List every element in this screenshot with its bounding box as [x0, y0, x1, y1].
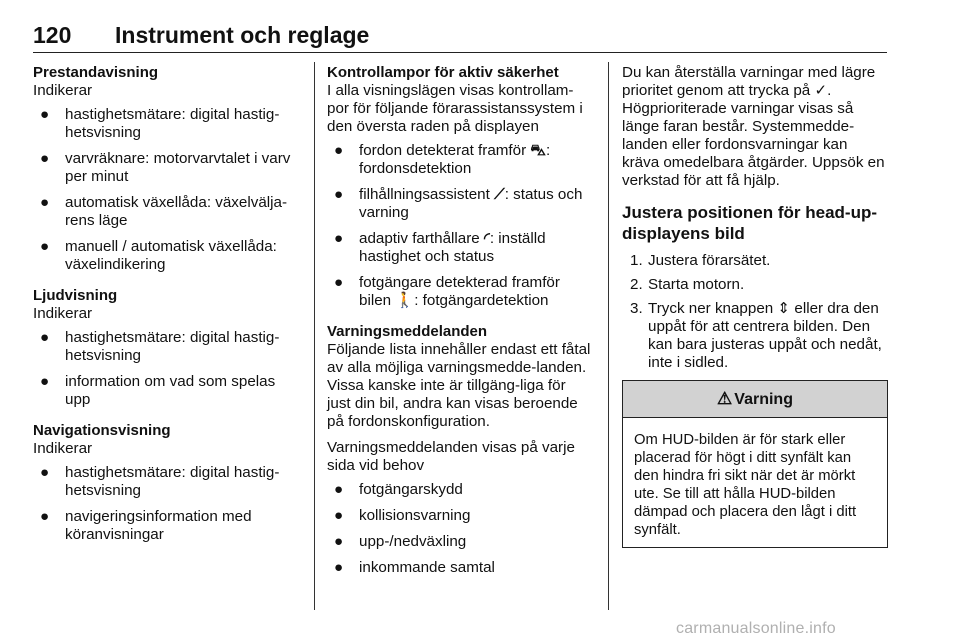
list-item: ● kollisionsvarning — [334, 507, 471, 524]
list-item: ● hastighetsmätare: digital hastig-hetsvisning — [40, 464, 280, 499]
list-item: ● fordon detekterat framför ⛍: fordonsdetektion — [334, 142, 551, 177]
bullet-icon: ● — [40, 329, 50, 346]
list-item: ● inkommande samtal — [334, 559, 495, 576]
vehicle-ahead-icon: ⛍ — [530, 142, 547, 159]
column-divider — [608, 62, 609, 610]
bullet-icon: ● — [40, 106, 50, 123]
bullet-icon: ● — [40, 150, 50, 167]
list-item: ● adaptiv farthållare ◜: inställd hastighet och status — [334, 230, 546, 265]
warning-header — [623, 381, 887, 418]
bullet-icon: ● — [40, 508, 50, 525]
section-text: Varningsmeddelanden visas på varje sida vid behov — [327, 439, 575, 474]
warning-box — [622, 380, 888, 548]
bullet-list — [33, 329, 301, 409]
list-item: ● varvräknare: motorvarvtalet i varv per minut — [40, 150, 291, 185]
list-item: ● manuell / automatisk växellåda: växelindikering — [40, 238, 277, 273]
section-heading: Prestandavisning — [33, 64, 159, 81]
section-navigation — [33, 422, 301, 544]
section-audio — [33, 287, 301, 409]
warning-title: Varning — [734, 391, 793, 408]
bullet-icon: ● — [334, 186, 344, 203]
section-text: Följande lista innehåller endast ett fåtal av alla möjliga varningsmedde-landen. Vissa kanske inte är tillgäng-liga för just din bil, andra kan visas beroende på fordonskonfiguration. — [327, 341, 591, 430]
section-text: I alla visningslägen visas kontrollam-por för följande förarassistanssystem i den översta raden på displayen — [327, 82, 583, 135]
list-item: ● hastighetsmätare: digital hastig-hetsvisning — [40, 329, 280, 364]
bullet-icon: ● — [334, 533, 344, 550]
column-left — [33, 64, 301, 557]
numbered-list — [622, 252, 888, 372]
section-intro: Indikerar — [33, 82, 93, 99]
watermark: carmanualsonline.info — [676, 620, 836, 637]
page-number: 120 — [33, 22, 72, 48]
list-item: ● navigeringsinformation med köranvisningar — [40, 508, 252, 543]
adaptive-cruise-icon: ◜ — [483, 230, 490, 247]
list-item: ● fotgängarskydd — [334, 481, 463, 498]
bullet-list — [33, 464, 301, 544]
bullet-icon: ● — [334, 481, 344, 498]
section-warning-messages — [327, 323, 591, 577]
list-item: ● automatisk växellåda: växelvälja-rens läge — [40, 194, 288, 229]
section-safety-lamps — [327, 64, 591, 310]
warning-text: Om HUD-bilden är för stark eller placerad för högt i ditt synfält kan den hindra fri sikt när det är mörkt ute. Se till att hålla HUD-bilden dämpad och placera den lågt i ditt synfält. — [634, 432, 857, 538]
bullet-icon: ● — [334, 230, 344, 247]
section-heading: Justera positionen för head-up-displayens bild — [622, 203, 878, 243]
list-item: ● information om vad som spelas upp — [40, 373, 276, 408]
bullet-icon: ● — [40, 194, 50, 211]
list-item: 2. Starta motorn. — [630, 276, 745, 293]
list-item: 3. Tryck ner knappen ⇕ eller dra den uppåt för att centrera bilden. Den kan bara justeras uppåt och nedåt, inte i sidled. — [630, 300, 882, 371]
bullet-icon: ● — [40, 373, 50, 390]
section-heading: Navigationsvisning — [33, 422, 171, 439]
section-heading: Varningsmeddelanden — [327, 323, 488, 340]
bullet-icon: ● — [334, 274, 344, 291]
list-item: ● hastighetsmätare: digital hastig-hetsvisning — [40, 106, 280, 141]
bullet-icon: ● — [334, 559, 344, 576]
page-title: Instrument och reglage — [115, 22, 370, 48]
warning-triangle-icon: ⚠ — [717, 389, 733, 408]
list-item: ● filhållningsassistent ⟋: status och varning — [334, 186, 583, 221]
bullet-icon: ● — [334, 142, 344, 159]
pedestrian-icon: 🚶 — [395, 292, 415, 309]
bullet-icon: ● — [334, 507, 344, 524]
list-item: 1. Justera förarsätet. — [630, 252, 771, 269]
list-item: ● upp-/nedväxling — [334, 533, 467, 550]
page-header — [33, 22, 887, 53]
section-heading: Kontrollampor för aktiv säkerhet — [327, 64, 559, 81]
section-heading: Ljudvisning — [33, 287, 118, 304]
bullet-icon: ● — [40, 238, 50, 255]
column-middle — [327, 64, 591, 590]
paragraph-reset-warnings: Du kan återställa varningar med lägre prioritet genom att trycka på ✓. Högprioriterade varningar visas så länge faran består. Systemmedde-landen eller fordonsvarningar kan kräva omedelbara åtgärder. Uppsök en verkstad för att få hjälp. — [622, 64, 885, 189]
section-intro: Indikerar — [33, 305, 93, 322]
list-item: ● fotgängare detekterad framför bilen 🚶: fotgängardetektion — [334, 274, 560, 309]
section-intro: Indikerar — [33, 440, 93, 457]
bullet-list — [33, 106, 301, 274]
section-performance — [33, 64, 301, 274]
bullet-icon: ● — [40, 464, 50, 481]
bullet-list — [327, 142, 591, 310]
column-right — [622, 64, 888, 548]
lane-keep-icon: ⟋ — [494, 186, 505, 203]
bullet-list — [327, 481, 591, 577]
column-divider — [314, 62, 315, 610]
